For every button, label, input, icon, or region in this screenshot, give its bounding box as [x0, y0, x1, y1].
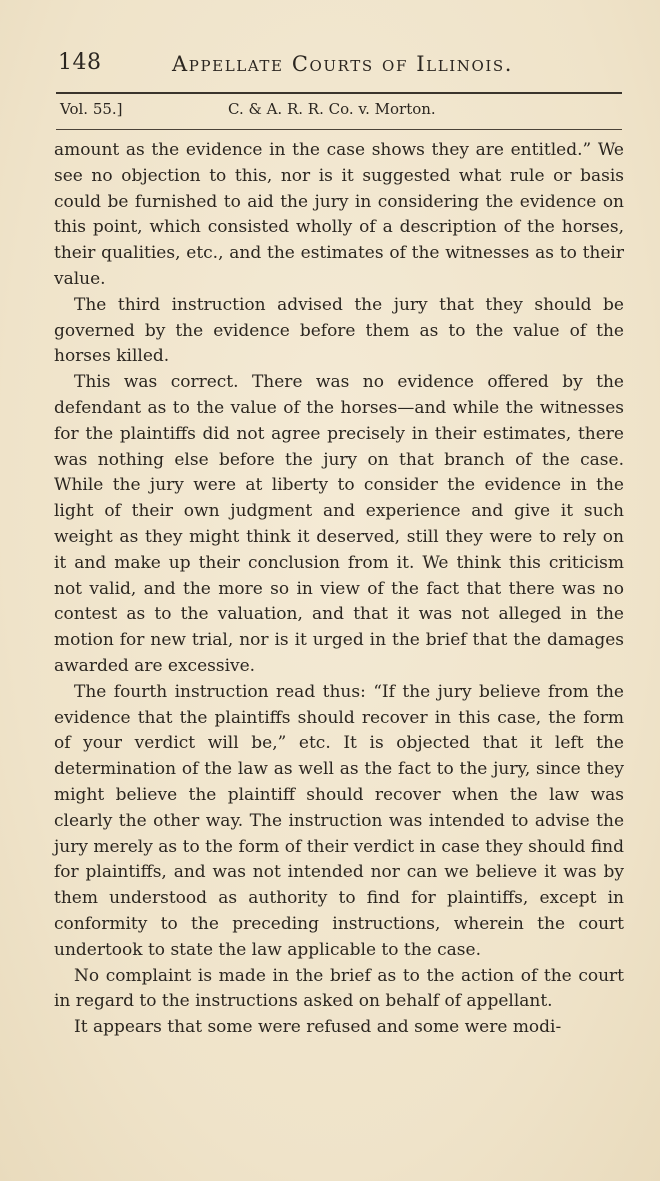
running-title: Appellate Courts of Illinois.	[172, 52, 514, 76]
page-number: 148	[58, 50, 102, 75]
case-caption: C. & A. R. R. Co. v. Morton.	[228, 100, 436, 118]
body-text	[54, 138, 624, 1041]
volume-label: Vol. 55.]	[60, 100, 123, 118]
header-rule-bottom	[56, 129, 622, 130]
paragraph-1: amount as the evidence in the case shows they are entitled.” We see no objection to this, nor is it suggested what rule or basis could be furnished to aid the jury in considering the evidence on this point, which consisted wholly of a description of the horses, their qualities, etc., and the estimates of the witnesses as to their value.	[54, 140, 624, 289]
paragraph-2: The third instruction advised the jury that they should be governed by the evidence before them as to the value of the horses killed.	[54, 294, 624, 367]
paragraph-4: The fourth instruction read thus: “If the jury believe from the evidence that the plaintiffs should recover in this case, the form of your verdict will be,” etc. It is objected that it left the determination of the law as well as the fact to the jury, since they might believe the plaintiff should recover when the law was clearly the other way. The instruction was intended to advise the jury merely as to the form of their verdict in case they should find for plaintiffs, and was not intended nor can we believe it was by them understood as authority to find for plaintiffs, except in conformity to the preceding instructions, wherein the court undertook to state the law applicable to the case.	[54, 681, 624, 960]
paragraph-3: This was correct. There was no evidence offered by the defendant as to the value of the horses—and while the witnesses for the plaintiffs did not agree precisely in their estimates, there was nothing else before the jury on that branch of the case. While the jury were at liberty to consider the evidence in the light of their own judgment and experience and give it such weight as they might think it deserved, still they were to rely on it and make up their conclusion from it. We think this criticism not valid, and the more so in view of the fact that there was no contest as to the valuation, and that it was not alleged in the motion for new trial, nor is it urged in the brief that the damages awarded are excessive.	[54, 372, 624, 676]
case-subheader	[56, 98, 622, 124]
paragraph-5: No complaint is made in the brief as to the action of the court in regard to the instructions asked on behalf of appellant.	[54, 965, 624, 1012]
running-head	[56, 50, 616, 84]
header-rule-top	[56, 92, 622, 94]
paragraph-6: It appears that some were refused and some were modi-	[74, 1017, 562, 1038]
